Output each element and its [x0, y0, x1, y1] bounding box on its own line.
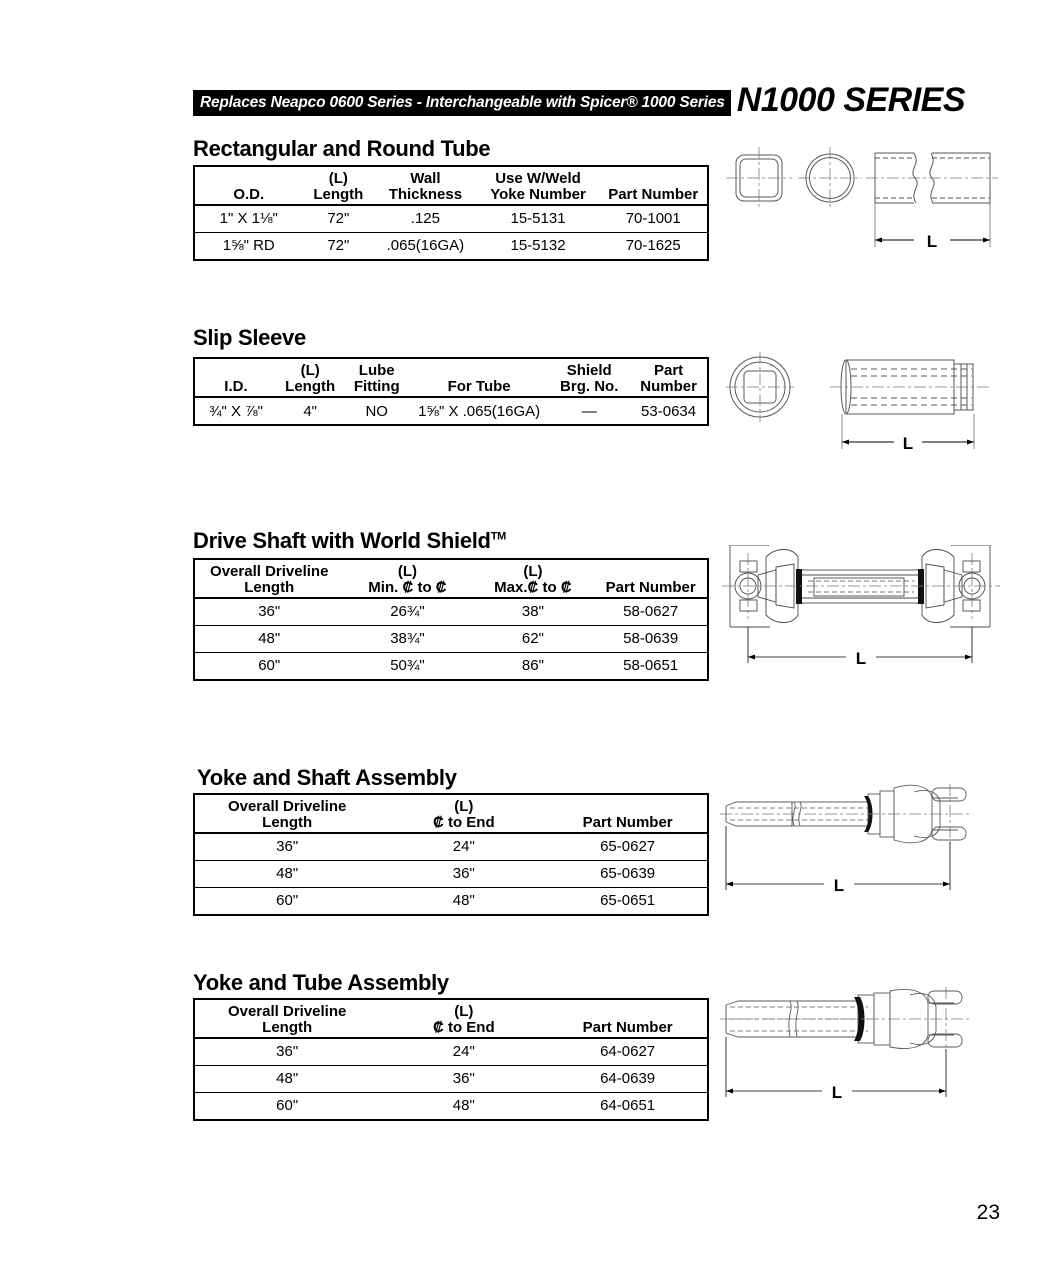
column-header: Part Number [548, 1000, 707, 1038]
cell: 48" [195, 860, 379, 887]
drawing-yoke-and-shaft-assembly [718, 782, 1003, 902]
table-slip-sleeve [193, 357, 709, 426]
table-row [195, 598, 707, 625]
cell: 65-0639 [548, 860, 707, 887]
cell: .125 [374, 205, 476, 232]
section-title-text: Drive Shaft with World Shield [193, 528, 491, 553]
cell: 58-0651 [623, 657, 679, 675]
section-title-slip-sleeve: Slip Sleeve [193, 325, 306, 350]
cell: NO [365, 402, 388, 420]
table-row [195, 1038, 707, 1065]
column-header: For Tube [410, 359, 548, 397]
cell: 36" [379, 1065, 548, 1092]
cell: 65-0651 [600, 892, 656, 910]
table-yoke-and-tube-assembly [193, 998, 709, 1121]
column-header: Overall Driveline Length [195, 795, 379, 833]
cell: — [581, 402, 597, 420]
cell: 24" [379, 833, 548, 860]
table-drive-shaft-with-world-shield [193, 558, 709, 681]
cell: 26¾" [343, 598, 471, 625]
table-row [195, 833, 707, 860]
dimension-label-L: L [831, 1083, 843, 1102]
cell: 4" [303, 402, 318, 420]
column-header: (L) Length [303, 167, 375, 205]
column-header: Part Number [594, 560, 707, 598]
column-header: (L) Min. ₡ to ₡ [343, 560, 471, 598]
table-row [195, 625, 707, 652]
table-row [195, 1092, 707, 1119]
cell: 58-0639 [594, 625, 707, 652]
cell: 62" [471, 625, 594, 652]
dimension-label-L: L [926, 232, 938, 251]
cell: 60" [276, 892, 299, 910]
cell: 70-1001 [599, 205, 707, 232]
column-header: Part Number [548, 795, 707, 833]
cell: 15-5131 [477, 205, 600, 232]
cell: 72" [303, 205, 375, 232]
cell: ¾" X ⅞" [208, 402, 263, 420]
cell: 38" [471, 598, 594, 625]
cell: 1⅝" RD [222, 237, 275, 255]
table-yoke-and-shaft-assembly [193, 793, 709, 916]
cell: 48" [452, 1097, 475, 1115]
column-header: (L) Length [277, 359, 344, 397]
header-banner-text: Replaces Neapco 0600 Series - Interchangeable with Spicer® 1000 Series [193, 90, 731, 116]
cell: 64-0627 [548, 1038, 707, 1065]
column-header: Overall Driveline Length [195, 1000, 379, 1038]
section-title-yoke-and-shaft-assembly: Yoke and Shaft Assembly [197, 765, 457, 790]
cell: .065(16GA) [386, 237, 465, 255]
cell: 48" [452, 892, 475, 910]
table-row [195, 652, 707, 679]
column-header: Overall Driveline Length [195, 560, 343, 598]
table-row [195, 887, 707, 914]
dimension-label-L: L [833, 876, 845, 895]
drawing-slip-sleeve [718, 352, 998, 457]
column-header: Use W/Weld Yoke Number [477, 167, 600, 205]
table-row [195, 860, 707, 887]
table-row [195, 232, 707, 259]
cell: 36" [195, 598, 343, 625]
trademark-superscript: TM [490, 530, 506, 543]
section-title-yoke-and-tube-assembly: Yoke and Tube Assembly [193, 970, 449, 995]
cell: 60" [276, 1097, 299, 1115]
cell: 24" [379, 1038, 548, 1065]
dimension-label-L: L [902, 434, 914, 453]
cell: 53-0634 [641, 402, 697, 420]
column-header: Wall Thickness [374, 167, 476, 205]
table-row [195, 205, 707, 232]
table-row [195, 397, 707, 424]
column-header: I.D. [195, 359, 277, 397]
dimension-label-L: L [855, 649, 867, 668]
column-header: Part Number [630, 359, 707, 397]
series-title: N1000 SERIES [736, 81, 966, 119]
cell: 48" [195, 625, 343, 652]
cell: 15-5132 [510, 237, 566, 255]
drawing-yoke-and-tube-assembly [718, 987, 1003, 1107]
cell: 36" [195, 833, 379, 860]
cell: 65-0627 [548, 833, 707, 860]
cell: 36" [195, 1038, 379, 1065]
column-header: Part Number [599, 167, 707, 205]
drawing-drive-shaft-with-world-shield [718, 545, 1003, 675]
cell: 48" [195, 1065, 379, 1092]
cell: 86" [521, 657, 544, 675]
cell: 50¾" [390, 657, 425, 675]
section-title-rectangular-and-round-tube: Rectangular and Round Tube [193, 136, 491, 161]
page-number: 23 [976, 1201, 1000, 1224]
cell: 58-0627 [594, 598, 707, 625]
column-header: Lube Fitting [343, 359, 410, 397]
page-header [193, 78, 986, 119]
cell: 1" X 1⅛" [195, 205, 303, 232]
cell: 64-0639 [548, 1065, 707, 1092]
cell: 64-0651 [600, 1097, 656, 1115]
column-header: (L) ₡ to End [379, 1000, 548, 1038]
cell: 36" [379, 860, 548, 887]
column-header: O.D. [195, 167, 303, 205]
section-title-drive-shaft-with-world-shield [193, 528, 506, 554]
drawing-rectangular-and-round-tube [718, 145, 998, 260]
cell: 72" [327, 237, 350, 255]
table-row [195, 1065, 707, 1092]
column-header: (L) Max.₡ to ₡ [471, 560, 594, 598]
cell: 38¾" [343, 625, 471, 652]
cell: 70-1625 [625, 237, 681, 255]
table-rectangular-and-round-tube [193, 165, 709, 261]
column-header: (L) ₡ to End [379, 795, 548, 833]
cell: 1⅝" X .065(16GA) [418, 402, 541, 420]
cell: 60" [258, 657, 281, 675]
column-header: Shield Brg. No. [548, 359, 630, 397]
